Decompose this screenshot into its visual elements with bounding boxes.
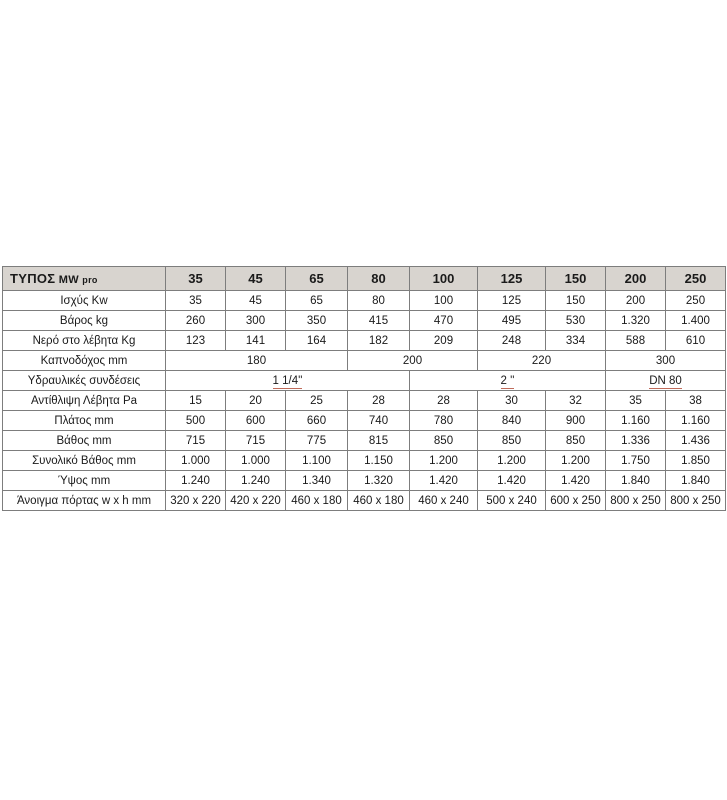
row-height-cell-8: 1.840 <box>606 471 666 491</box>
row-depth-label: Βάθος mm <box>3 431 166 451</box>
row-power-cell-2: 45 <box>226 291 286 311</box>
row-height-cell-7: 1.420 <box>546 471 606 491</box>
row-total-depth-cell-5: 1.200 <box>410 451 478 471</box>
row-water-content-cell-8: 588 <box>606 331 666 351</box>
row-total-depth-cell-9: 1.850 <box>666 451 726 471</box>
row-weight <box>3 311 726 331</box>
header-model-125: 125 <box>478 267 546 291</box>
row-width-cell-5: 780 <box>410 411 478 431</box>
row-height-cell-5: 1.420 <box>410 471 478 491</box>
row-weight-cell-5: 470 <box>410 311 478 331</box>
row-depth-cell-6: 850 <box>478 431 546 451</box>
header-model-35: 35 <box>166 267 226 291</box>
row-total-depth <box>3 451 726 471</box>
row-boiler-resistance <box>3 391 726 411</box>
row-flue-cell-3: 220 <box>478 351 606 371</box>
header-model-250: 250 <box>666 267 726 291</box>
row-power <box>3 291 726 311</box>
row-height-cell-9: 1.840 <box>666 471 726 491</box>
row-water-content <box>3 331 726 351</box>
row-door-opening-cell-5: 460 x 240 <box>410 491 478 511</box>
row-height-cell-1: 1.240 <box>166 471 226 491</box>
row-water-content-cell-7: 334 <box>546 331 606 351</box>
row-height-cell-6: 1.420 <box>478 471 546 491</box>
row-door-opening <box>3 491 726 511</box>
header-model-200: 200 <box>606 267 666 291</box>
row-hydraulic-connections-label: Υδραυλικές συνδέσεις <box>3 371 166 391</box>
row-hydraulic-connections-cell-1 <box>166 371 410 391</box>
specification-table-container <box>2 266 725 511</box>
row-flue-cell-4: 300 <box>606 351 726 371</box>
row-total-depth-cell-2: 1.000 <box>226 451 286 471</box>
header-model-100: 100 <box>410 267 478 291</box>
header-type-text: ΤΥΠΟΣ <box>10 271 56 286</box>
row-power-cell-8: 200 <box>606 291 666 311</box>
row-weight-cell-8: 1.320 <box>606 311 666 331</box>
row-total-depth-label: Συνολικό Βάθος mm <box>3 451 166 471</box>
row-door-opening-cell-7: 600 x 250 <box>546 491 606 511</box>
connection-value: DN 80 <box>649 374 682 387</box>
row-depth-cell-4: 815 <box>348 431 410 451</box>
row-depth-cell-2: 715 <box>226 431 286 451</box>
row-boiler-resistance-cell-4: 28 <box>348 391 410 411</box>
row-weight-label: Βάρος kg <box>3 311 166 331</box>
row-water-content-cell-9: 610 <box>666 331 726 351</box>
header-model-65: 65 <box>286 267 348 291</box>
row-power-cell-4: 80 <box>348 291 410 311</box>
row-boiler-resistance-label: Αντίθλιψη Λέβητα Ρa <box>3 391 166 411</box>
row-width-cell-1: 500 <box>166 411 226 431</box>
row-total-depth-cell-4: 1.150 <box>348 451 410 471</box>
row-weight-cell-3: 350 <box>286 311 348 331</box>
row-hydraulic-connections-cell-2 <box>410 371 606 391</box>
row-depth <box>3 431 726 451</box>
connection-value: 1 1/4'' <box>272 374 303 387</box>
row-total-depth-cell-1: 1.000 <box>166 451 226 471</box>
row-weight-cell-9: 1.400 <box>666 311 726 331</box>
row-boiler-resistance-cell-2: 20 <box>226 391 286 411</box>
row-width-cell-3: 660 <box>286 411 348 431</box>
row-weight-cell-4: 415 <box>348 311 410 331</box>
connection-value: 2 '' <box>500 374 515 387</box>
row-boiler-resistance-cell-5: 28 <box>410 391 478 411</box>
row-water-content-label: Νερό στο λέβητα Kg <box>3 331 166 351</box>
row-power-cell-1: 35 <box>166 291 226 311</box>
row-door-opening-cell-3: 460 x 180 <box>286 491 348 511</box>
row-height-cell-4: 1.320 <box>348 471 410 491</box>
row-width-cell-8: 1.160 <box>606 411 666 431</box>
row-water-content-cell-3: 164 <box>286 331 348 351</box>
header-pro-text: pro <box>82 275 98 285</box>
row-total-depth-cell-7: 1.200 <box>546 451 606 471</box>
row-depth-cell-9: 1.436 <box>666 431 726 451</box>
header-model-150: 150 <box>546 267 606 291</box>
row-boiler-resistance-cell-9: 38 <box>666 391 726 411</box>
row-hydraulic-connections <box>3 371 726 391</box>
row-boiler-resistance-cell-7: 32 <box>546 391 606 411</box>
header-type-label <box>3 267 166 291</box>
row-total-depth-cell-8: 1.750 <box>606 451 666 471</box>
header-mw-text: MW <box>55 274 83 286</box>
row-door-opening-cell-6: 500 x 240 <box>478 491 546 511</box>
row-door-opening-label: Άνοιγμα πόρτας w x h mm <box>3 491 166 511</box>
row-water-content-cell-5: 209 <box>410 331 478 351</box>
row-door-opening-cell-1: 320 x 220 <box>166 491 226 511</box>
row-flue-cell-1: 180 <box>166 351 348 371</box>
row-water-content-cell-2: 141 <box>226 331 286 351</box>
row-width-label: Πλάτος mm <box>3 411 166 431</box>
row-width-cell-9: 1.160 <box>666 411 726 431</box>
row-power-label: Ισχύς Kw <box>3 291 166 311</box>
row-door-opening-cell-9: 800 x 250 <box>666 491 726 511</box>
row-power-cell-5: 100 <box>410 291 478 311</box>
row-power-cell-9: 250 <box>666 291 726 311</box>
row-weight-cell-2: 300 <box>226 311 286 331</box>
row-depth-cell-5: 850 <box>410 431 478 451</box>
row-boiler-resistance-cell-1: 15 <box>166 391 226 411</box>
row-depth-cell-1: 715 <box>166 431 226 451</box>
row-boiler-resistance-cell-8: 35 <box>606 391 666 411</box>
row-door-opening-cell-2: 420 x 220 <box>226 491 286 511</box>
row-depth-cell-7: 850 <box>546 431 606 451</box>
row-power-cell-3: 65 <box>286 291 348 311</box>
row-width-cell-6: 840 <box>478 411 546 431</box>
row-height-cell-2: 1.240 <box>226 471 286 491</box>
row-flue <box>3 351 726 371</box>
row-boiler-resistance-cell-3: 25 <box>286 391 348 411</box>
row-hydraulic-connections-cell-3 <box>606 371 726 391</box>
row-total-depth-cell-6: 1.200 <box>478 451 546 471</box>
row-width-cell-2: 600 <box>226 411 286 431</box>
row-height <box>3 471 726 491</box>
row-depth-cell-3: 775 <box>286 431 348 451</box>
row-water-content-cell-6: 248 <box>478 331 546 351</box>
row-depth-cell-8: 1.336 <box>606 431 666 451</box>
row-weight-cell-6: 495 <box>478 311 546 331</box>
row-water-content-cell-4: 182 <box>348 331 410 351</box>
header-model-80: 80 <box>348 267 410 291</box>
row-boiler-resistance-cell-6: 30 <box>478 391 546 411</box>
row-water-content-cell-1: 123 <box>166 331 226 351</box>
row-power-cell-6: 125 <box>478 291 546 311</box>
row-door-opening-cell-4: 460 x 180 <box>348 491 410 511</box>
specification-table <box>2 266 726 511</box>
row-weight-cell-7: 530 <box>546 311 606 331</box>
row-flue-cell-2: 200 <box>348 351 478 371</box>
table-header-row <box>3 267 726 291</box>
row-width <box>3 411 726 431</box>
row-weight-cell-1: 260 <box>166 311 226 331</box>
row-width-cell-7: 900 <box>546 411 606 431</box>
row-total-depth-cell-3: 1.100 <box>286 451 348 471</box>
header-model-45: 45 <box>226 267 286 291</box>
row-door-opening-cell-8: 800 x 250 <box>606 491 666 511</box>
row-flue-label: Καπνοδόχος mm <box>3 351 166 371</box>
row-height-label: Ύψος mm <box>3 471 166 491</box>
row-height-cell-3: 1.340 <box>286 471 348 491</box>
row-width-cell-4: 740 <box>348 411 410 431</box>
row-power-cell-7: 150 <box>546 291 606 311</box>
